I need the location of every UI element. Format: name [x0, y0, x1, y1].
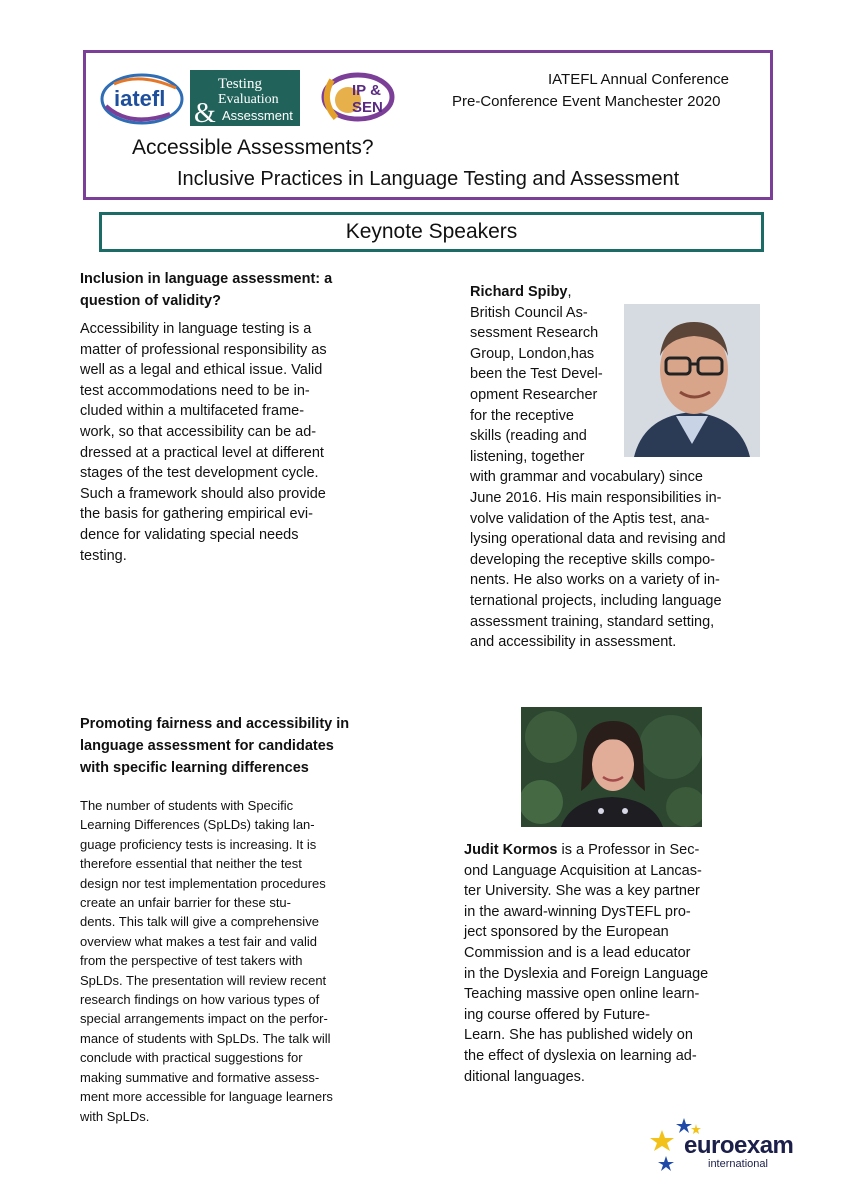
- talk2-abstract-line: special arrangements impact on the perfor-: [80, 1011, 328, 1027]
- talk2-title: [80, 713, 380, 779]
- talk1-abstract-line: dence for validating special needs: [80, 526, 299, 543]
- talk1-abstract-line: stages of the test development cycle.: [80, 465, 319, 482]
- speaker1-name: Richard Spiby: [470, 284, 568, 300]
- talk1-abstract-line: dressed at a practical level at different: [80, 444, 324, 461]
- talk1-abstract-line: work, so that accessibility can be ad-: [80, 423, 317, 440]
- talk2-title-line: Promoting fairness and accessibility in: [80, 716, 350, 732]
- talk2-abstract-line: overview what makes a test fair and valid: [80, 933, 317, 949]
- speaker1-bio-line: for the receptive: [470, 407, 574, 424]
- talk2-abstract-line: design nor test implementation procedures: [80, 875, 326, 891]
- talk2-abstract-line: making summative and formative assess-: [80, 1069, 320, 1085]
- speaker1-bio: [470, 282, 760, 653]
- tea-line-3: Assessment: [222, 108, 293, 123]
- talk2-abstract-line: Learning Differences (SpLDs) taking lan-: [80, 817, 315, 833]
- speaker1-bio-line: nents. He also works on a variety of in-: [470, 572, 720, 589]
- speaker1-bio-line: British Council As-: [470, 304, 588, 321]
- speaker2-bio-line: ter University. She was a key partner: [464, 883, 700, 900]
- speaker1-bio-line: June 2016. His main responsibilities in-: [470, 489, 722, 506]
- speaker1-bio-line: been the Test Devel-: [470, 366, 603, 383]
- talk1-title-line: question of validity?: [80, 293, 221, 309]
- speaker1-bio-line: and accessibility in assessment.: [470, 634, 677, 651]
- tea-amp: &: [194, 98, 216, 129]
- tea-sig-logo: [190, 70, 300, 129]
- talk2-abstract-line: SpLDs. The presentation will review recent: [80, 972, 327, 988]
- talk2-title-line: language assessment for candidates: [80, 738, 334, 754]
- talk2-abstract-line: ment more accessible for language learners: [80, 1089, 333, 1105]
- talk1-abstract-line: Accessibility in language testing is a: [80, 321, 312, 337]
- talk2-abstract-line: research findings on how various types of: [80, 992, 320, 1008]
- speaker1-bio-line: sessment Research: [470, 325, 599, 342]
- speaker2-bio-line: ond Language Acquisition at Lancas-: [464, 862, 702, 879]
- speaker2-bio-line: Teaching massive open online learn-: [464, 986, 700, 1003]
- talk2-title-line: with specific learning differences: [80, 760, 309, 776]
- talk1-abstract-line: test accommodations need to be in-: [80, 382, 310, 399]
- page-title: Accessible Assessments?: [132, 136, 374, 159]
- speaker1-bio-line: skills (reading and: [470, 428, 587, 445]
- speaker2-bio-line: ditional languages.: [464, 1068, 585, 1085]
- ip-sen-logo-text: IP & SEN: [352, 82, 383, 116]
- section-title-keynote-speakers: Keynote Speakers: [99, 212, 764, 252]
- page-subtitle: Inclusive Practices in Language Testing and Assessment: [177, 168, 680, 190]
- speaker2-bio-line: the effect of dyslexia on learning ad-: [464, 1047, 697, 1064]
- talk2-abstract-line: with SpLDs.: [80, 1108, 150, 1124]
- euroexam-brand: euroexam: [684, 1132, 794, 1159]
- speaker1-bio-line: ternational projects, including language: [470, 592, 722, 609]
- talk1-title: [80, 268, 380, 312]
- speaker1-bio-line: assessment training, standard setting,: [470, 613, 715, 630]
- euroexam-stars-logo: [648, 1116, 808, 1178]
- speaker2-bio-first-line: is a Professor in Sec-: [557, 842, 700, 858]
- ip-sen-logo: [318, 70, 403, 128]
- talk2-abstract-line: conclude with practical suggestions for: [80, 1050, 303, 1066]
- speaker2-bio-line: in the award-winning DysTEFL pro-: [464, 903, 691, 920]
- speaker2-bio: [464, 840, 764, 1087]
- iatefl-logo: [100, 70, 185, 128]
- talk1-abstract-line: the basis for gathering empirical evi-: [80, 506, 313, 523]
- talk1-abstract-line: matter of professional responsibility as: [80, 341, 327, 358]
- conference-line-2: Pre-Conference Event Manchester 2020: [452, 93, 721, 110]
- tea-line-1: Testing: [218, 76, 262, 92]
- talk2-abstract-line: from the perspective of test takers with: [80, 953, 303, 969]
- speaker1-bio-line: developing the receptive skills compo-: [470, 551, 716, 568]
- talk1-abstract: [80, 319, 380, 566]
- talk2-abstract-line: mance of students with SpLDs. The talk will: [80, 1030, 331, 1046]
- speaker2-bio-line: ing course offered by Future-: [464, 1006, 650, 1023]
- talk2-abstract-line: create an unfair barrier for these stu-: [80, 895, 291, 911]
- speaker2-bio-line: in the Dyslexia and Foreign Language: [464, 965, 709, 982]
- speaker1-bio-line: listening, together: [470, 448, 585, 465]
- speaker-photo-woman: [521, 707, 702, 827]
- speaker2-bio-line: Commission and is a lead educator: [464, 944, 691, 961]
- speaker1-bio-line: opment Researcher: [470, 386, 598, 403]
- speaker1-bio-line: volve validation of the Aptis test, ana-: [470, 510, 710, 527]
- talk2-abstract-line: guage proficiency tests is increasing. It is: [80, 836, 317, 852]
- talk2-abstract: [80, 796, 380, 1126]
- talk2-abstract-line: dents. This talk will give a comprehensive: [80, 914, 319, 930]
- talk2-abstract-line: The number of students with Specific: [80, 798, 294, 813]
- iatefl-logo-text: iatefl: [114, 86, 166, 111]
- speaker2-bio-line: Learn. She has published widely on: [464, 1027, 693, 1044]
- talk1-abstract-line: well as a legal and ethical issue. Valid: [80, 362, 323, 379]
- tea-line-2: Evaluation: [218, 92, 279, 107]
- talk1-abstract-line: testing.: [80, 547, 127, 564]
- speaker1-bio-line: lysing operational data and revising and: [470, 531, 726, 548]
- speaker1-bio-line: Group, London,has: [470, 345, 595, 362]
- speaker2-bio-line: ject sponsored by the European: [464, 924, 669, 941]
- talk1-title-line: Inclusion in language assessment: a: [80, 271, 333, 287]
- talk2-abstract-line: therefore essential that neither the test: [80, 856, 302, 872]
- speaker2-name: Judit Kormos: [464, 842, 558, 858]
- conference-line-1: IATEFL Annual Conference: [548, 71, 729, 88]
- speaker1-name-suffix: ,: [567, 284, 572, 300]
- talk1-abstract-line: cluded within a multifaceted frame-: [80, 403, 305, 420]
- talk1-abstract-line: Such a framework should also provide: [80, 485, 326, 502]
- euroexam-brand-sub: international: [708, 1158, 768, 1170]
- speaker1-bio-line: with grammar and vocabulary) since: [470, 469, 703, 486]
